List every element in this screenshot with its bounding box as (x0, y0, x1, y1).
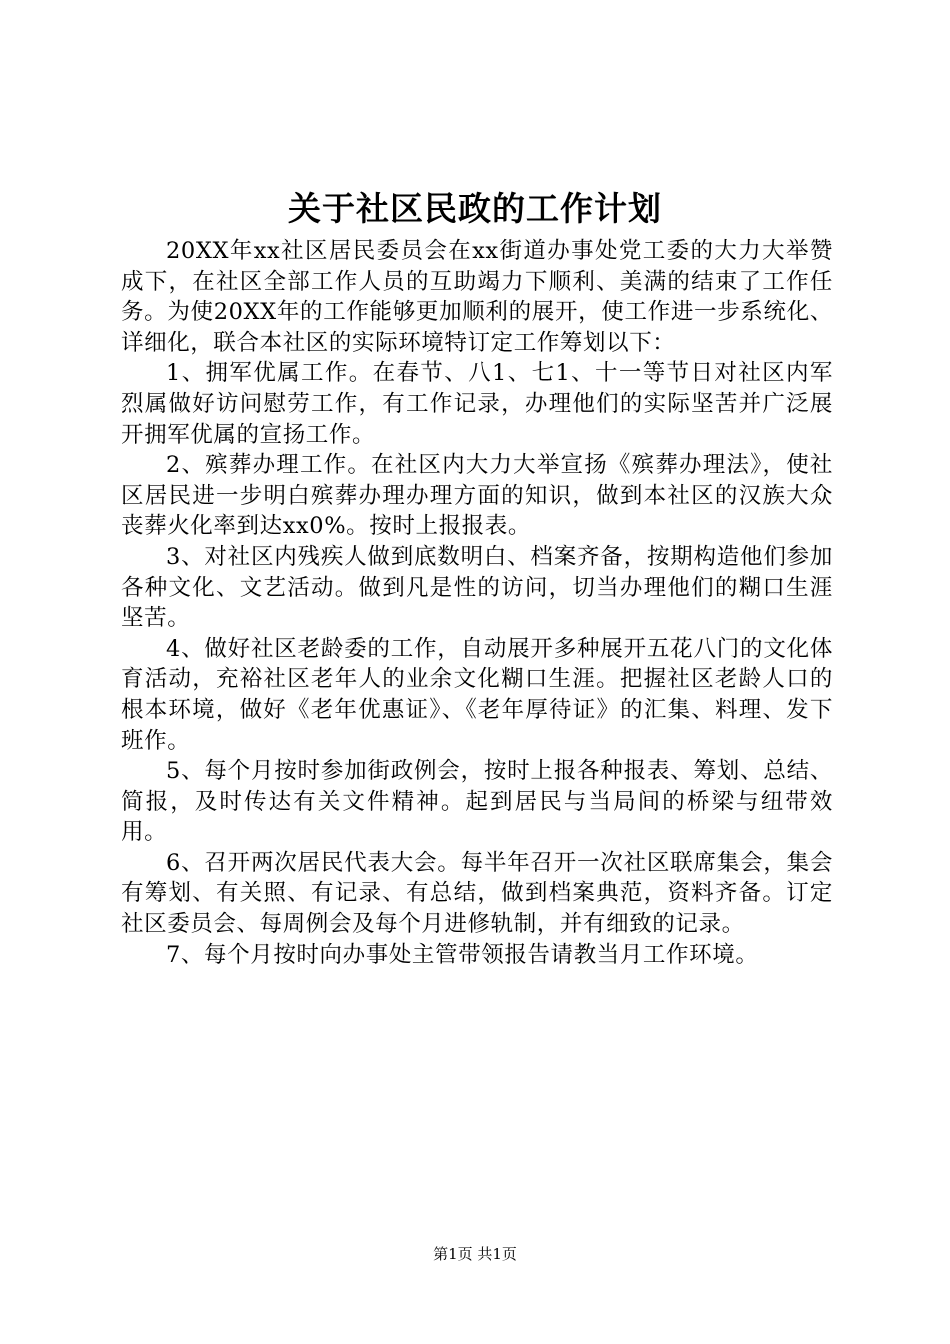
item-paragraph-6: 6、召开两次居民代表大会。每半年召开一次社区联席集会，集会有筹划、有关照、有记录、有总结，做到档案典范，资料齐备。订定社区委员会、每周例会及每个月进修轨制，并有细致的记录。 (121, 849, 833, 938)
item-paragraph-5: 5、每个月按时参加街政例会，按时上报各种报表、筹划、总结、简报，及时传达有关文件精神。起到居民与当局间的桥梁与纽带效用。 (121, 758, 833, 846)
item-paragraph-1: 1、拥军优属工作。在春节、八1、七1、十一等节日对社区内军烈属做好访问慰劳工作，有工作记录，办理他们的实际坚苦并广泛展开拥军优属的宣扬工作。 (121, 360, 833, 448)
item-paragraph-2: 2、殡葬办理工作。在社区内大力大举宣扬《殡葬办理法》，使社区居民进一步明白殡葬办理办理方面的知识，做到本社区的汉族大众丧葬火化率到达xx0%。按时上报报表。 (121, 452, 833, 540)
item-paragraph-7: 7、每个月按时向办事处主管带领报告请教当月工作环境。 (166, 941, 759, 968)
item-paragraph-4: 4、做好社区老龄委的工作，自动展开多种展开五花八门的文化体育活动，充裕社区老年人的业余文化糊口生涯。把握社区老龄人口的根本环境，做好《老年优惠证》、《老年厚待证》的汇集、料理、发下班作。 (121, 635, 833, 754)
intro-paragraph: 20XX年xx社区居民委员会在xx街道办事处党工委的大力大举赞成下，在社区全部工作人员的互助竭力下顺利、美满的结束了工作任务。为使20XX年的工作能够更加顺利的展开，使工作进一步系统化、详细化，联合本社区的实际环境特订定工作筹划以下： (121, 238, 833, 356)
document-body (121, 236, 833, 970)
item-paragraph-3: 3、对社区内残疾人做到底数明白、档案齐备，按期构造他们参加各种文化、文艺活动。做到凡是性的访问，切当办理他们的糊口生涯坚苦。 (121, 543, 833, 632)
page-footer: 第1页 共1页 (433, 1245, 517, 1263)
document-title: 关于社区民政的工作计划 (288, 189, 662, 228)
